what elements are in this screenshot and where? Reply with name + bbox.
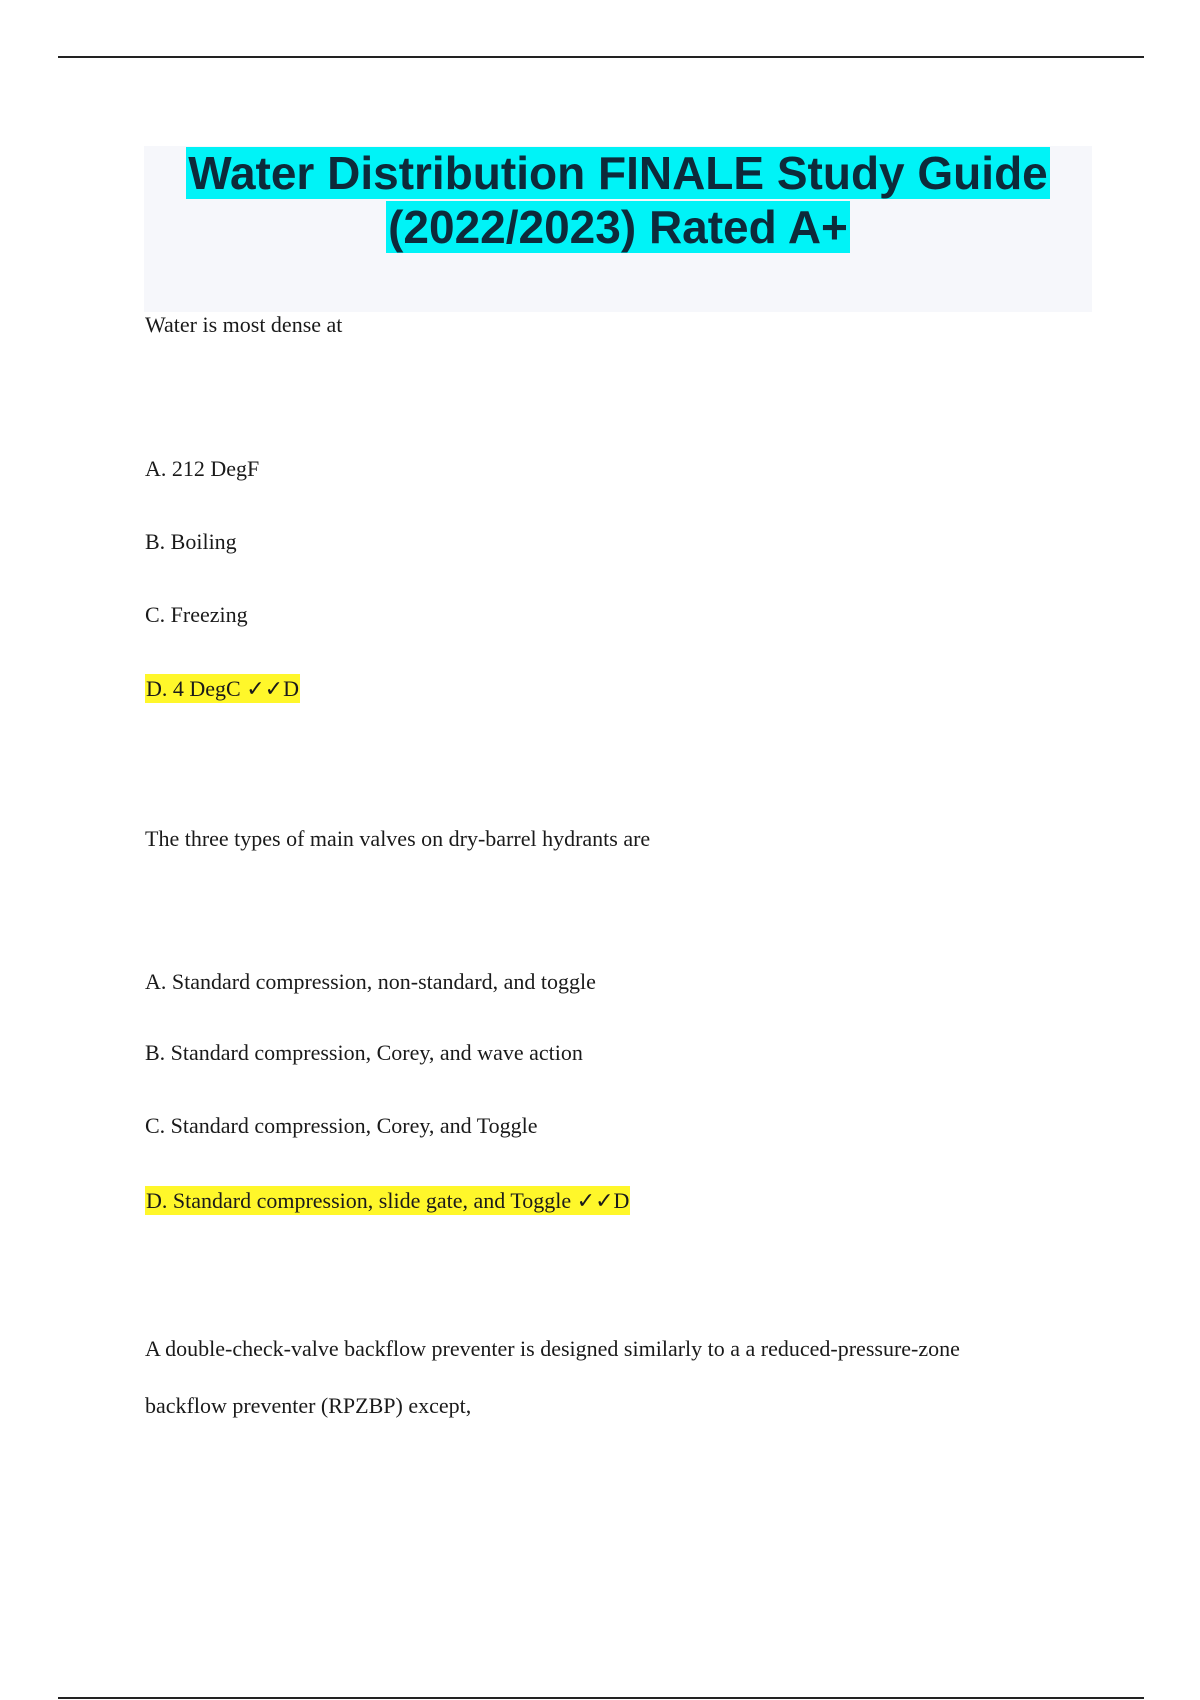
question-1-prompt: Water is most dense at bbox=[145, 312, 343, 337]
correct-answer-highlight: D. Standard compression, slide gate, and Toggle ✓✓D bbox=[146, 1188, 630, 1213]
question-1-option-c: C. Freezing bbox=[145, 602, 248, 627]
question-1-option-d-correct bbox=[145, 675, 300, 703]
question-3-prompt-line-2: backflow preventer (RPZBP) except, bbox=[145, 1393, 472, 1418]
question-1-option-a: A. 212 DegF bbox=[145, 456, 260, 481]
question-1-option-b: B. Boiling bbox=[145, 529, 237, 554]
question-2-option-a: A. Standard compression, non-standard, and toggle bbox=[145, 969, 596, 994]
question-2-option-d-correct bbox=[145, 1187, 630, 1215]
question-3-prompt-line-1: A double-check-valve backflow preventer is designed similarly to a a reduced-pressure-zone bbox=[145, 1336, 960, 1361]
document-title bbox=[144, 146, 1092, 254]
footer-rule bbox=[58, 1697, 1144, 1699]
question-2-prompt: The three types of main valves on dry-barrel hydrants are bbox=[145, 826, 651, 851]
correct-answer-highlight: D. 4 DegC ✓✓D bbox=[146, 676, 299, 701]
title-line-2: (2022/2023) Rated A+ bbox=[388, 201, 848, 253]
title-line-1: Water Distribution FINALE Study Guide bbox=[188, 147, 1048, 199]
header-rule bbox=[58, 56, 1144, 58]
question-2-option-b: B. Standard compression, Corey, and wave action bbox=[145, 1040, 583, 1065]
question-2-option-c: C. Standard compression, Corey, and Toggle bbox=[145, 1113, 538, 1138]
